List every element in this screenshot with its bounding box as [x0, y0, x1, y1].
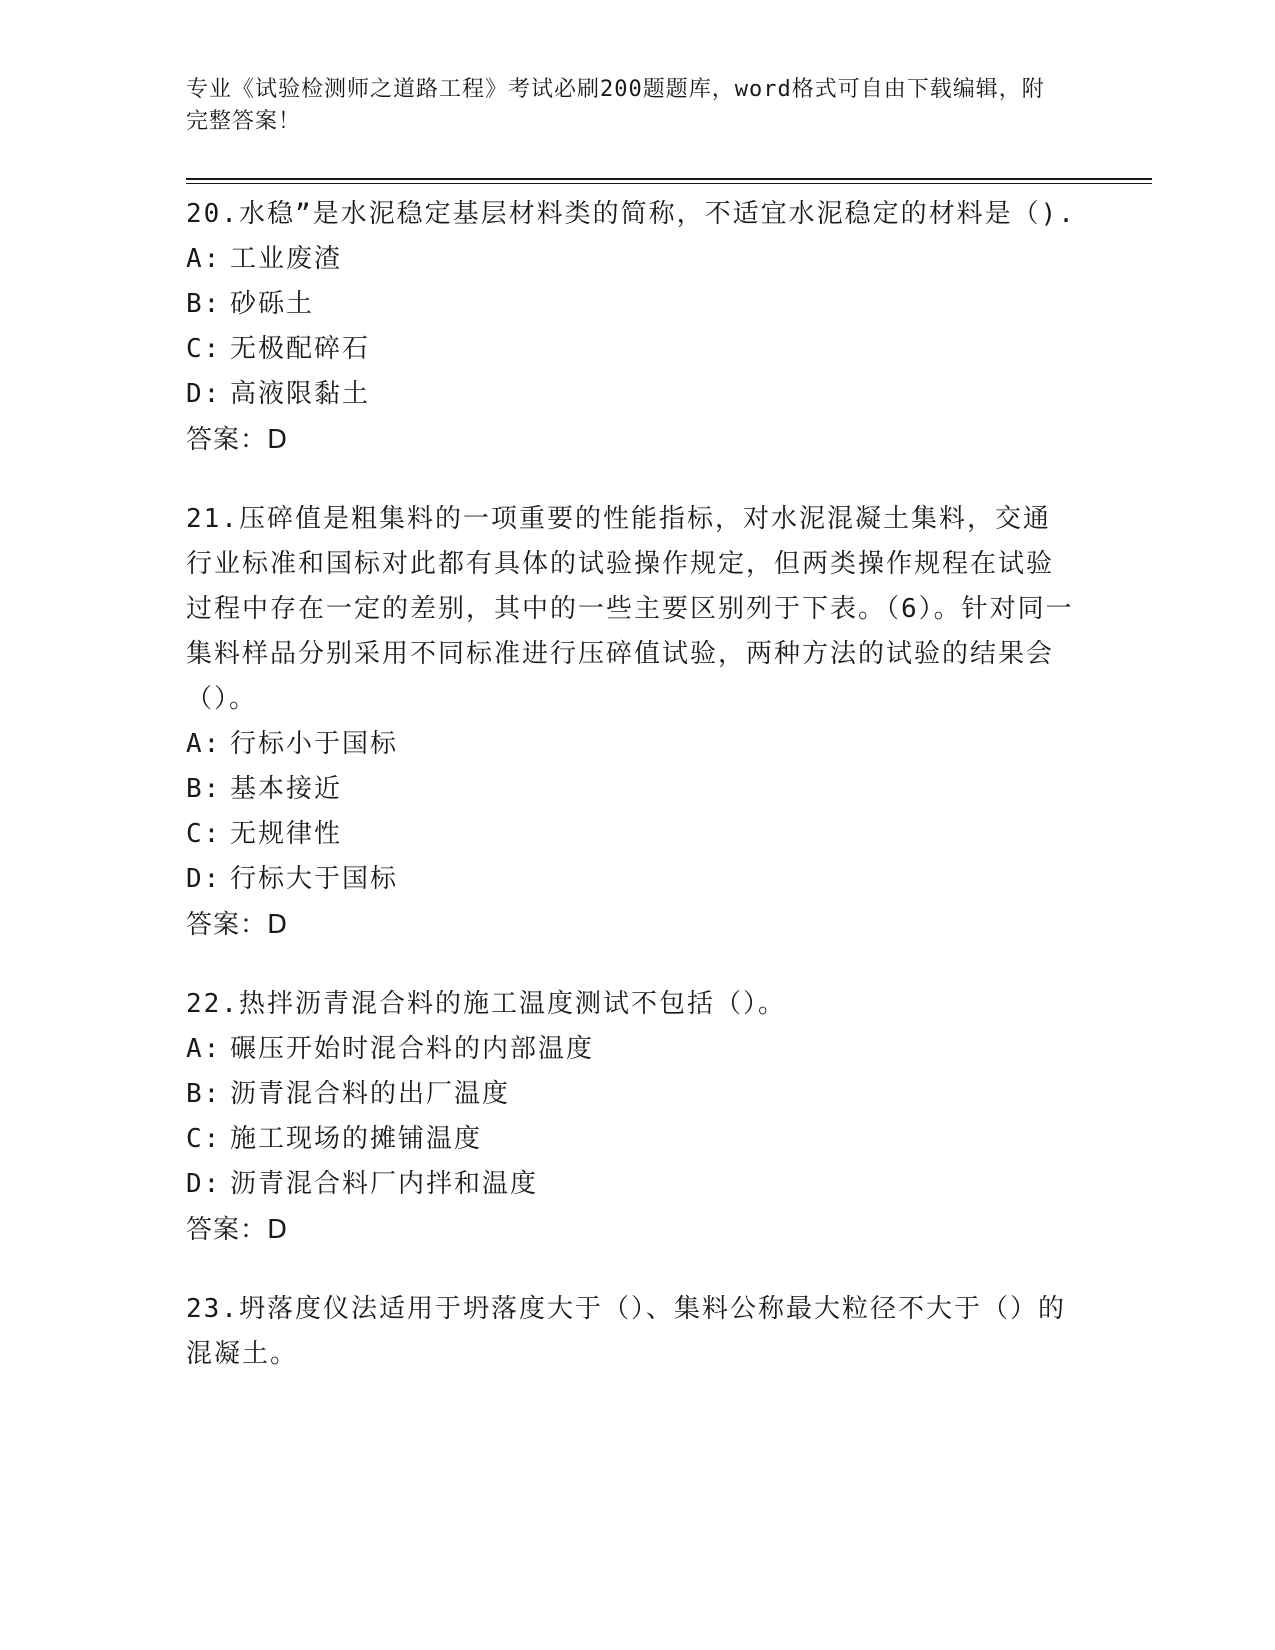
option-d	[186, 372, 1086, 417]
question-stem: 21.压碎值是粗集料的一项重要的性能指标，对水泥混凝土集料，交通行业标准和国标对此都有具体的试验操作规定，但两类操作规程在试验过程中存在一定的差别，其中的一些主要区别列于下表。（6）。针对同一集料样品分别采用不同标准进行压碎值试验，两种方法的试验的结果会（）。	[186, 504, 1074, 714]
question-21	[186, 497, 1086, 948]
question-stem: 20.水稳”是水泥稳定基层材料类的简称，不适宜水泥稳定的材料是（).	[186, 199, 1076, 229]
option-text: 沥青混合料厂内拌和温度	[230, 1169, 539, 1199]
option-letter: C:	[186, 1124, 222, 1154]
question-23	[186, 1287, 1086, 1377]
option-letter: D:	[186, 379, 222, 409]
answer-line: 答案：D	[186, 1215, 289, 1245]
option-d	[186, 857, 1086, 902]
option-c	[186, 1117, 1086, 1162]
option-b	[186, 282, 1086, 327]
option-letter: A:	[186, 1034, 222, 1064]
option-text: 工业废渣	[230, 244, 343, 274]
option-text: 行标大于国标	[230, 864, 399, 894]
question-22	[186, 982, 1086, 1253]
option-b	[186, 1072, 1086, 1117]
option-text: 沥青混合料的出厂温度	[230, 1079, 511, 1109]
option-text: 高液限黏土	[230, 379, 371, 409]
header-divider	[186, 178, 1152, 180]
option-letter: B:	[186, 774, 222, 804]
option-letter: D:	[186, 1169, 222, 1199]
question-stem: 23.坍落度仪法适用于坍落度大于（）、集料公称最大粒径不大于（）的混凝土。	[186, 1294, 1066, 1369]
question-stem: 22.热拌沥青混合料的施工温度测试不包括（）。	[186, 989, 786, 1019]
question-20	[186, 192, 1086, 463]
option-text: 行标小于国标	[230, 729, 399, 759]
option-text: 无规律性	[230, 819, 343, 849]
option-letter: C:	[186, 334, 222, 364]
option-a	[186, 1027, 1086, 1072]
answer-line: 答案：D	[186, 910, 289, 940]
question-list	[186, 192, 1086, 1411]
option-text: 施工现场的摊铺温度	[230, 1124, 483, 1154]
option-a	[186, 237, 1086, 282]
option-letter: B:	[186, 289, 222, 319]
document-header: 专业《试验检测师之道路工程》考试必刷200题题库，word格式可自由下载编辑，附完整答案！	[186, 77, 1045, 134]
option-c	[186, 327, 1086, 372]
option-letter: C:	[186, 819, 222, 849]
option-b	[186, 767, 1086, 812]
option-c	[186, 812, 1086, 857]
option-d	[186, 1162, 1086, 1207]
option-letter: A:	[186, 244, 222, 274]
option-text: 无极配碎石	[230, 334, 371, 364]
option-letter: B:	[186, 1079, 222, 1109]
option-text: 碾压开始时混合料的内部温度	[230, 1034, 595, 1064]
option-text: 砂砾土	[230, 289, 315, 319]
option-text: 基本接近	[230, 774, 343, 804]
option-a	[186, 722, 1086, 767]
option-letter: D:	[186, 864, 222, 894]
option-letter: A:	[186, 729, 222, 759]
answer-line: 答案：D	[186, 425, 289, 455]
header-divider-thin	[186, 183, 1152, 184]
